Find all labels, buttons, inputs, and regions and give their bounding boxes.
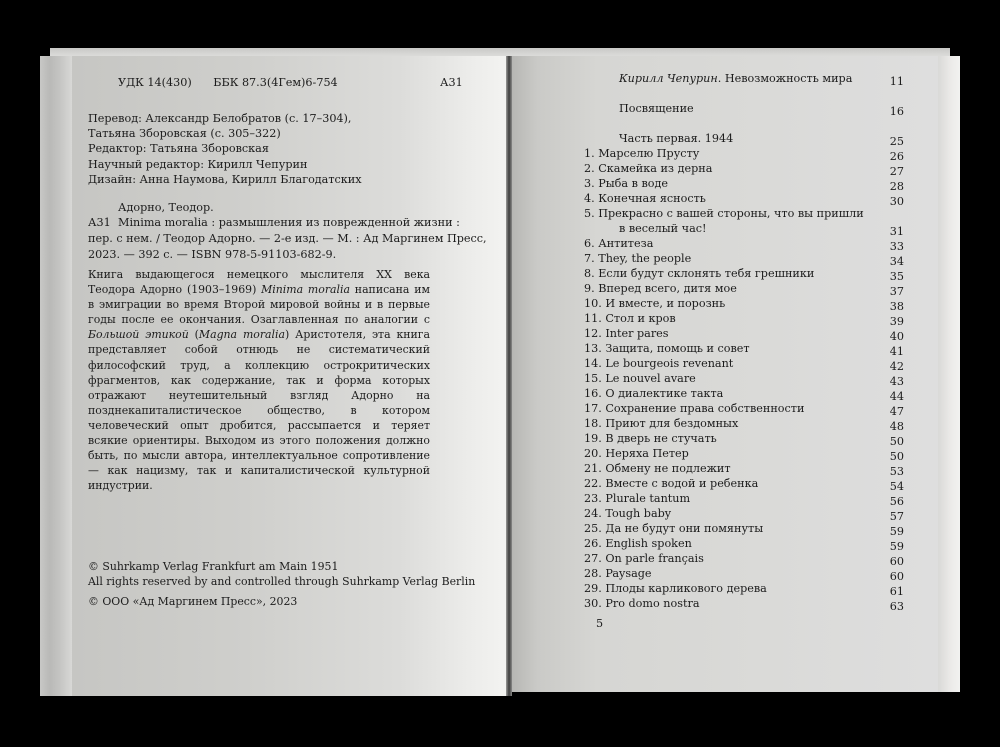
toc-page: 60 bbox=[889, 555, 904, 568]
toc-entry[interactable] bbox=[584, 176, 924, 191]
credits-block bbox=[88, 111, 362, 187]
book-right-edge bbox=[938, 56, 960, 692]
toc-page: 41 bbox=[889, 345, 904, 358]
toc-entries bbox=[584, 146, 924, 611]
toc-entry-title: 9. Вперед всего, дитя мое bbox=[584, 282, 737, 295]
toc-entry[interactable] bbox=[584, 536, 924, 551]
bbk-code: ББК 87.3(4Гем)6-754 bbox=[213, 76, 338, 89]
copyright-original: © Suhrkamp Verlag Frankfurt am Main 1951 bbox=[88, 560, 339, 573]
toc-entry-title: 2. Скамейка из дерна bbox=[584, 162, 713, 175]
toc-entry-title: 28. Paysage bbox=[584, 567, 652, 580]
toc-entry-title: 27. On parle français bbox=[584, 552, 704, 565]
book-description: Книга выдающегося немецкого мыслителя XX века Теодора Адорно (1903–1969) Minima moralia написана им в эмиграции во время Второй мировой войны и в первые годы после ее окончания. Озаглавленная по аналогии с Большой этикой (Magna moralia) Аристотеля, эта книга представляет собой отнюдь не систематический философский труд, а коллекцию острокритических фрагментов, как содержание, так и форма которых отражают неутешительный взгляд Адорно на позднекапиталистическое общество, в котором человеческий опыт дробится, рассыпается и теряет всякие ориентиры. Выходом из этого положения должно быть, по мысли автора, интеллектуальное сопротивление — как нацизму, так и капиталистической культурной индустрии. bbox=[88, 268, 430, 493]
toc-page: 63 bbox=[889, 600, 904, 613]
toc-page: 38 bbox=[889, 300, 904, 313]
toc-entry[interactable] bbox=[584, 551, 924, 566]
toc-entry-title: 20. Неряха Петер bbox=[584, 447, 689, 460]
toc-intro-title: . Невозможность мира bbox=[717, 72, 853, 85]
toc-entry[interactable] bbox=[584, 431, 924, 446]
toc-entry-title: 17. Сохранение права собственности bbox=[584, 402, 805, 415]
toc-entry[interactable] bbox=[584, 266, 924, 281]
toc-page: 26 bbox=[889, 150, 904, 163]
credit-line: Научный редактор: Кирилл Чепурин bbox=[88, 157, 308, 171]
toc-entry[interactable] bbox=[584, 371, 924, 386]
copyright-publisher: © ООО «Ад Маргинем Пресс», 2023 bbox=[88, 595, 298, 608]
toc-entry-title: 26. English spoken bbox=[584, 537, 692, 550]
toc-entry[interactable] bbox=[584, 236, 924, 251]
toc-entry-title: 16. О диалектике такта bbox=[584, 387, 724, 400]
toc-page: 43 bbox=[889, 375, 904, 388]
toc-page: 42 bbox=[889, 360, 904, 373]
toc-page: 31 bbox=[889, 225, 904, 238]
toc-page: 48 bbox=[889, 420, 904, 433]
toc-part-heading[interactable]: Часть первая. 1944 25 bbox=[619, 132, 904, 148]
credit-line: Татьяна Зборовская (с. 305–322) bbox=[88, 127, 281, 141]
toc-page: 50 bbox=[889, 435, 904, 448]
credit-line: Редактор: Татьяна Зборовская bbox=[88, 142, 269, 156]
toc-entry[interactable] bbox=[584, 521, 924, 536]
toc-entry-title: 15. Le nouvel avare bbox=[584, 372, 696, 385]
toc-page: 47 bbox=[889, 405, 904, 418]
toc-entry-title: 12. Inter pares bbox=[584, 327, 669, 340]
toc-entry[interactable] bbox=[584, 251, 924, 266]
toc-entry[interactable] bbox=[584, 506, 924, 521]
toc-entry-title: 11. Стол и кров bbox=[584, 312, 676, 325]
toc-entry[interactable] bbox=[584, 491, 924, 506]
classification-line bbox=[118, 75, 356, 90]
toc-entry-title: 29. Плоды карликового дерева bbox=[584, 582, 767, 595]
toc-entry-title: 14. Le bourgeois revenant bbox=[584, 357, 734, 370]
toc-page: 54 bbox=[889, 480, 904, 493]
toc-entry[interactable] bbox=[584, 281, 924, 296]
toc-entry-title: 8. Если будут склонять тебя грешники bbox=[584, 267, 815, 280]
toc-page: 50 bbox=[889, 450, 904, 463]
toc-entry-title: 30. Pro domo nostra bbox=[584, 597, 700, 610]
toc-entry-title: 18. Приют для бездомных bbox=[584, 417, 739, 430]
copyright-block bbox=[88, 559, 475, 589]
toc-entry-title: 5. Прекрасно с вашей стороны, что вы пришли bbox=[584, 207, 864, 220]
toc-entry[interactable] bbox=[584, 386, 924, 401]
toc-page: 59 bbox=[889, 540, 904, 553]
toc-page: 25 bbox=[889, 135, 904, 148]
toc-page: 16 bbox=[889, 105, 904, 118]
toc-entry[interactable] bbox=[584, 416, 924, 431]
biblio-line: 2023. — 392 с. — ISBN 978-5-91103-682-9. bbox=[88, 248, 337, 261]
toc-entry[interactable] bbox=[584, 401, 924, 416]
toc-page: 37 bbox=[889, 285, 904, 298]
toc-entry-title: 3. Рыба в воде bbox=[584, 177, 669, 190]
udk-code: УДК 14(430) bbox=[118, 76, 192, 89]
toc-dedication[interactable]: Посвящение 16 bbox=[619, 102, 904, 118]
toc-entry[interactable] bbox=[584, 191, 924, 206]
toc-entry[interactable] bbox=[584, 341, 924, 356]
toc-entry-title: 10. И вместе, и порознь bbox=[584, 297, 726, 310]
toc-page: 33 bbox=[889, 240, 904, 253]
toc-entry-title: в веселый час! bbox=[619, 222, 707, 235]
toc-page: 57 bbox=[889, 510, 904, 523]
toc-page: 53 bbox=[889, 465, 904, 478]
page-number: 5 bbox=[596, 617, 604, 630]
toc-intro[interactable] bbox=[584, 71, 924, 86]
toc-entry-title: 7. They, the people bbox=[584, 252, 692, 265]
toc-entry-title: 6. Антитеза bbox=[584, 237, 654, 250]
toc-page: 60 bbox=[889, 570, 904, 583]
author-sign: А31 bbox=[440, 76, 463, 89]
toc-entry[interactable] bbox=[584, 566, 924, 581]
toc-entry[interactable] bbox=[584, 206, 924, 221]
toc-entry[interactable] bbox=[584, 356, 924, 371]
biblio-sign: А31 bbox=[88, 216, 111, 229]
toc-entry-title: 22. Вместе с водой и ребенка bbox=[584, 477, 759, 490]
book-left-edge bbox=[40, 56, 72, 696]
toc-entry[interactable] bbox=[584, 326, 924, 341]
toc-entry[interactable] bbox=[584, 581, 924, 596]
toc-page: 59 bbox=[889, 525, 904, 538]
toc-entry-title: 4. Конечная ясность bbox=[584, 192, 706, 205]
toc-entry[interactable] bbox=[584, 446, 924, 461]
table-of-contents bbox=[584, 71, 924, 611]
toc-page: 44 bbox=[889, 390, 904, 403]
toc-entry-title: 24. Tough baby bbox=[584, 507, 672, 520]
toc-entry[interactable] bbox=[584, 296, 924, 311]
toc-page: 28 bbox=[889, 180, 904, 193]
toc-page: 11 bbox=[889, 75, 904, 88]
toc-page: 30 bbox=[889, 195, 904, 208]
toc-entry[interactable] bbox=[584, 146, 924, 161]
toc-page: 27 bbox=[889, 165, 904, 178]
credit-line: Дизайн: Анна Наумова, Кирилл Благодатских bbox=[88, 172, 362, 186]
toc-entry[interactable] bbox=[584, 596, 924, 611]
toc-intro-author: Кирилл Чепурин bbox=[619, 72, 718, 85]
toc-page: 39 bbox=[889, 315, 904, 328]
copyright-rights: All rights reserved by and controlled through Suhrkamp Verlag Berlin bbox=[88, 575, 476, 588]
toc-entry-title: 19. В дверь не стучать bbox=[584, 432, 717, 445]
toc-page: 61 bbox=[889, 585, 904, 598]
toc-entry[interactable] bbox=[584, 476, 924, 491]
toc-page: 56 bbox=[889, 495, 904, 508]
author-heading: Адорно, Теодор. bbox=[118, 201, 214, 214]
toc-entry[interactable] bbox=[584, 161, 924, 176]
toc-page: 34 bbox=[889, 255, 904, 268]
toc-entry-title: 13. Защита, помощь и совет bbox=[584, 342, 750, 355]
credit-line: Перевод: Александр Белобратов (с. 17–304), bbox=[88, 112, 352, 125]
toc-entry-title: 23. Plurale tantum bbox=[584, 492, 691, 505]
book-gutter bbox=[506, 56, 512, 696]
biblio-line: пер. с нем. / Теодор Адорно. — 2-е изд. — М. : Ад Маргинем Пресс, bbox=[88, 232, 487, 245]
biblio-line: Minima moralia : размышления из поврежденной жизни : bbox=[118, 216, 460, 229]
toc-page: 40 bbox=[889, 330, 904, 343]
toc-page: 35 bbox=[889, 270, 904, 283]
toc-entry-title: 25. Да не будут они помянуты bbox=[584, 522, 764, 535]
toc-entry-title: 1. Марселю Прусту bbox=[584, 147, 700, 160]
toc-entry[interactable] bbox=[584, 461, 924, 476]
toc-entry[interactable] bbox=[584, 221, 924, 236]
toc-entry[interactable] bbox=[584, 311, 924, 326]
bibliographic-record bbox=[88, 215, 487, 263]
toc-entry-title: 21. Обмену не подлежит bbox=[584, 462, 731, 475]
